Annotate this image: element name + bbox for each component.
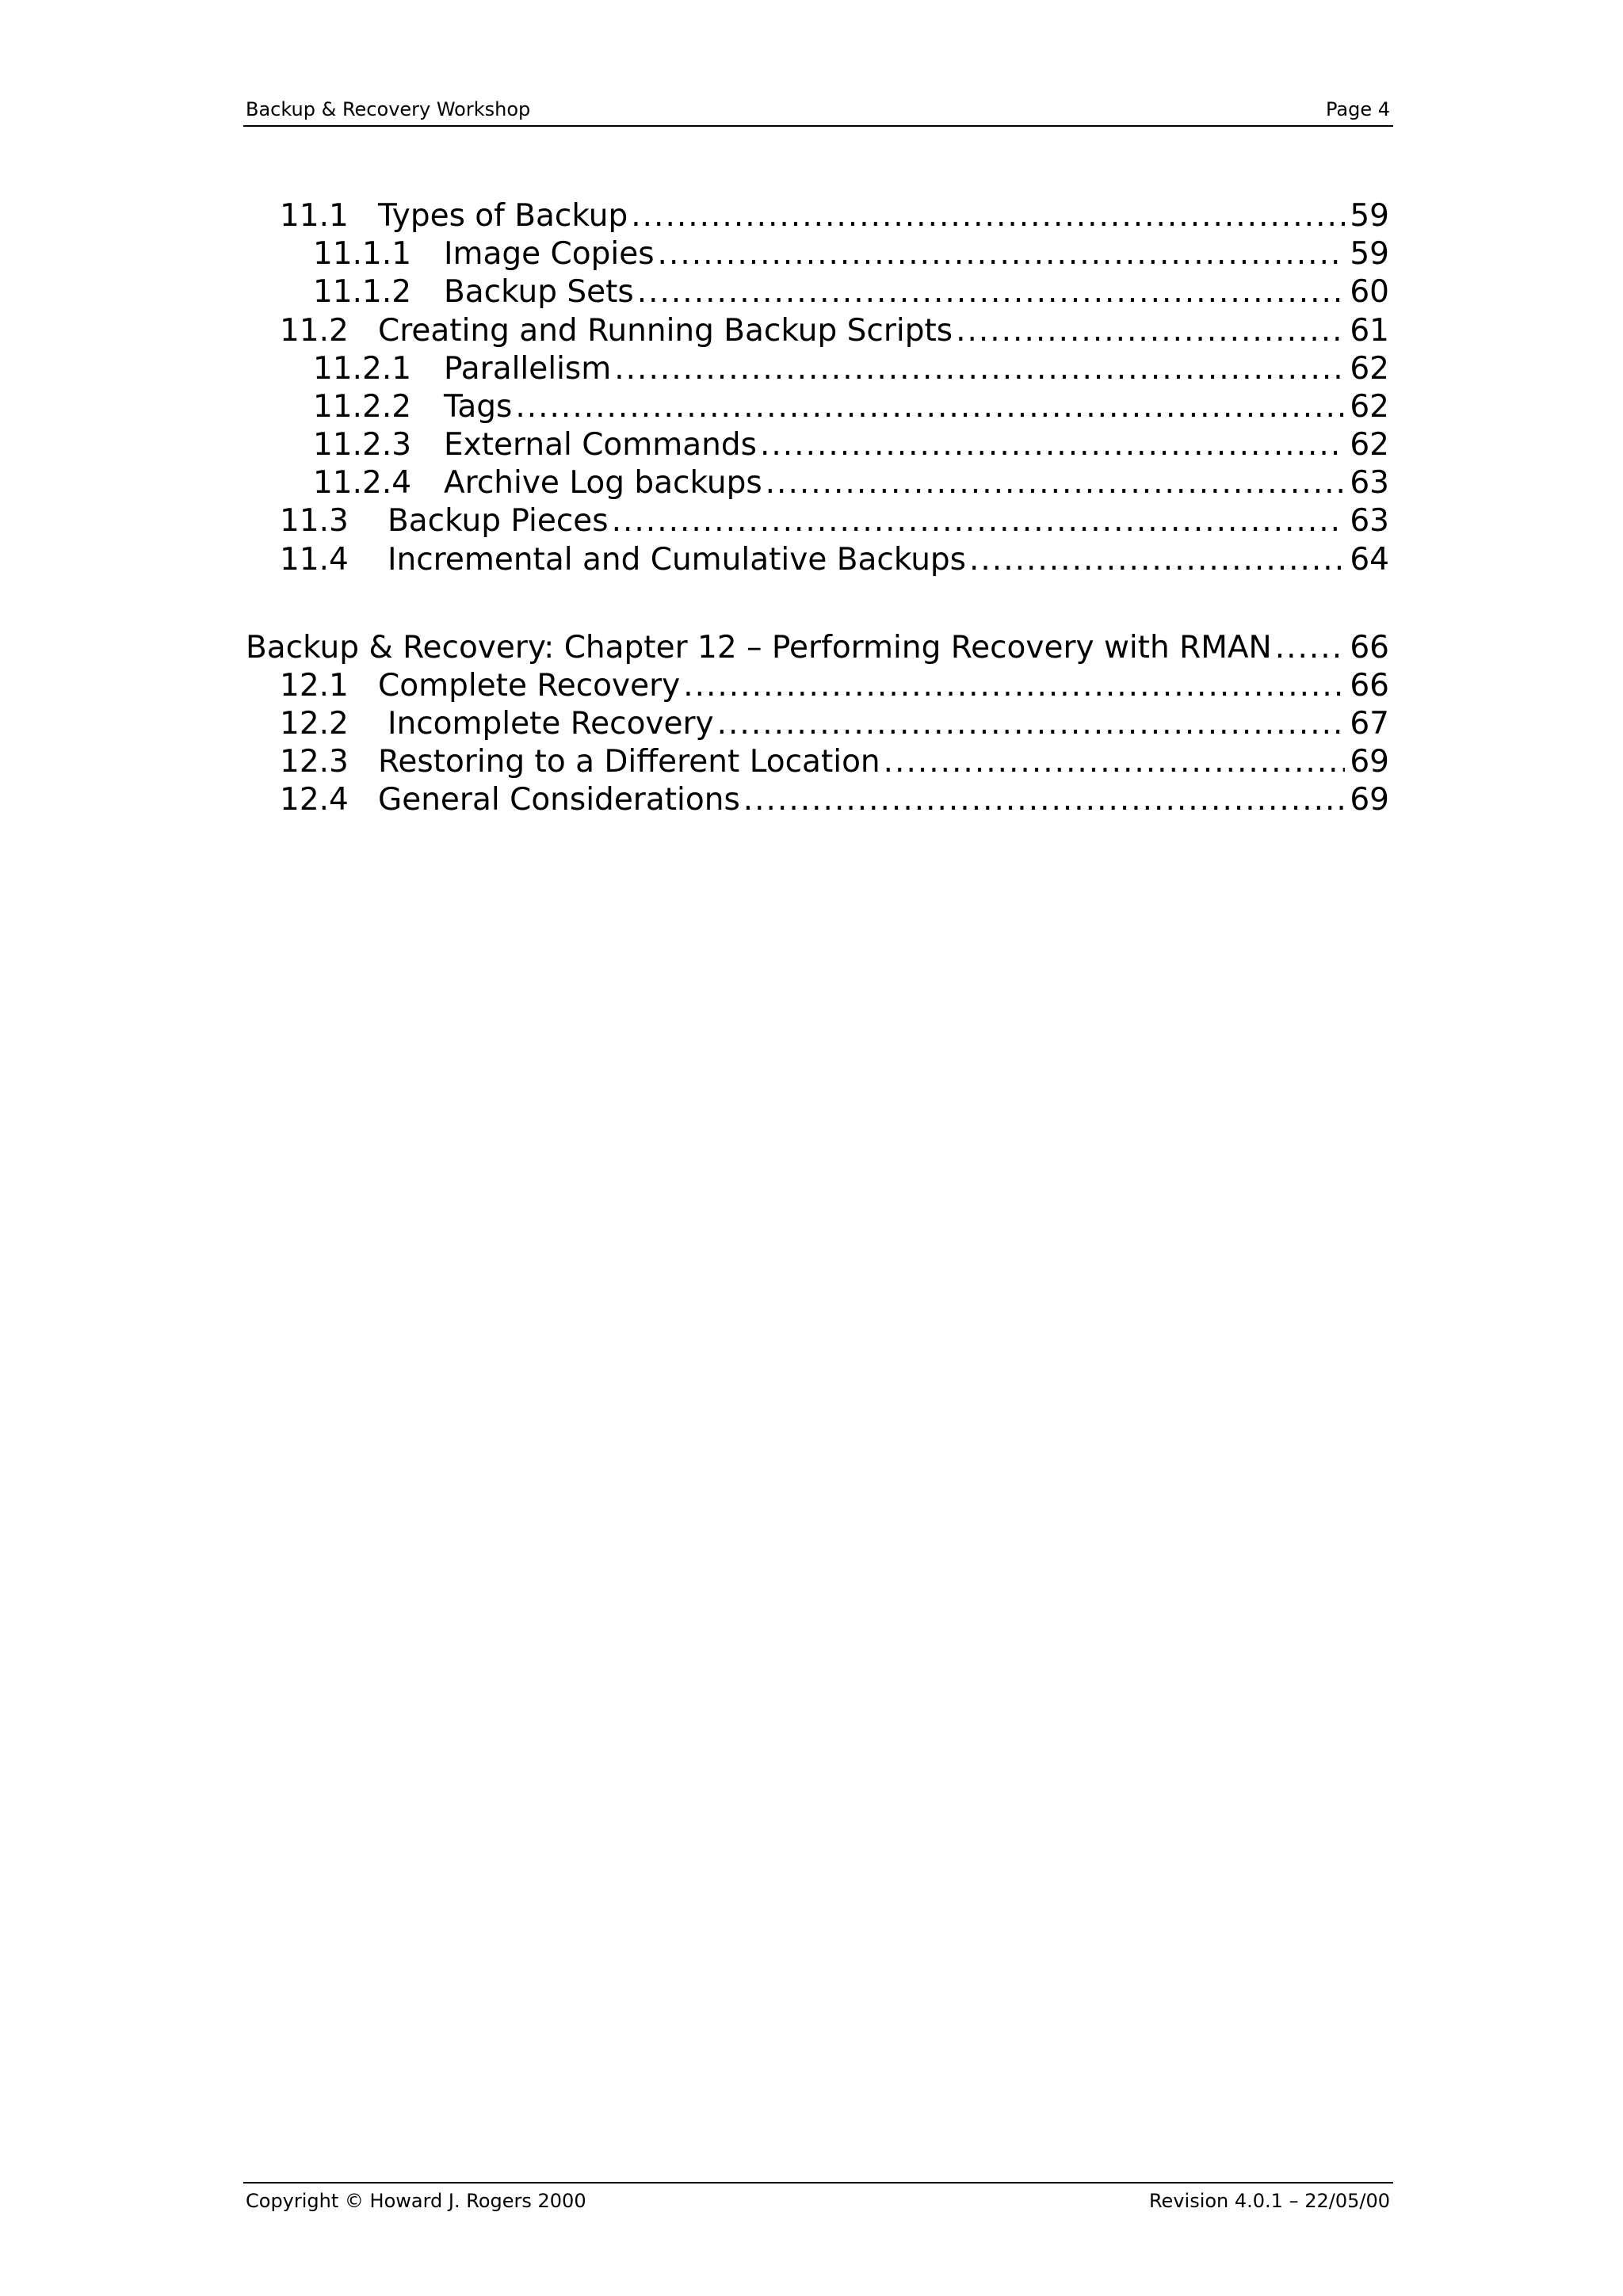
toc-entry-11-2[interactable]	[280, 312, 1389, 350]
toc-entry-title: Backup Pieces	[388, 503, 609, 539]
toc-leader-dots	[612, 502, 1346, 540]
toc-entry-number: 11.2.4	[313, 465, 412, 501]
toc-entry-title: General Considerations	[378, 782, 740, 818]
toc-entry-number: 11.2.3	[313, 427, 412, 463]
toc-entry-11-1-1[interactable]	[313, 235, 1389, 273]
toc-entry-number: 11.1.2	[313, 274, 412, 310]
toc-entry-number: 11.2.1	[313, 351, 412, 387]
toc-entry-title: Types of Backup	[378, 198, 628, 234]
toc-entry-page: 69	[1350, 744, 1389, 780]
toc-entry-page: 66	[1350, 668, 1389, 704]
toc-entry-page: 63	[1350, 465, 1389, 501]
toc-entry-title: Creating and Running Backup Scripts	[378, 313, 953, 349]
toc-entry-11-1[interactable]	[280, 197, 1389, 235]
toc-entry-number: 11.2	[280, 313, 349, 349]
page-footer	[243, 2182, 1393, 2215]
toc-entry-page: 62	[1350, 351, 1389, 387]
toc-entry-11-4[interactable]	[280, 541, 1389, 579]
toc-entry-11-2-3[interactable]	[313, 426, 1389, 464]
toc-entry-title: Tags	[444, 389, 513, 425]
toc-entry-title: Complete Recovery	[378, 668, 681, 704]
toc-entry-page: 61	[1350, 313, 1389, 349]
toc-entry-12-1[interactable]	[280, 667, 1389, 705]
toc-entry-number: 11.4	[280, 542, 349, 578]
toc-entry-11-2-1[interactable]	[313, 350, 1389, 388]
document-title: Backup & Recovery Workshop	[246, 98, 531, 120]
toc-entry-title: Image Copies	[444, 236, 655, 272]
copyright-notice: Copyright © Howard J. Rogers 2000	[246, 2190, 586, 2212]
toc-entry-page: 62	[1350, 389, 1389, 425]
toc-entry-page: 59	[1350, 236, 1389, 272]
toc-leader-dots	[631, 197, 1345, 235]
toc-entry-page: 64	[1350, 542, 1389, 578]
toc-chapter-title: Backup & Recovery: Chapter 12 – Performing Recovery with RMAN	[246, 630, 1272, 666]
toc-leader-dots	[717, 705, 1346, 743]
toc-entry-page: 63	[1350, 503, 1389, 539]
toc-entry-11-1-2[interactable]	[313, 273, 1389, 311]
toc-entry-title: Incomplete Recovery	[388, 706, 714, 742]
toc-leader-dots	[956, 312, 1345, 350]
toc-entry-number: 12.1	[280, 668, 349, 704]
toc-entry-number: 11.2.2	[313, 389, 412, 425]
toc-entry-number: 11.1	[280, 198, 349, 234]
toc-entry-title: Parallelism	[444, 351, 612, 387]
page-number: Page 4	[1326, 98, 1390, 120]
toc-leader-dots	[515, 388, 1345, 426]
toc-leader-dots	[766, 464, 1346, 502]
toc-entry-title: External Commands	[444, 427, 757, 463]
toc-entry-11-3[interactable]	[280, 502, 1389, 540]
toc-entry-number: 11.3	[280, 503, 349, 539]
toc-entry-number: 11.1.1	[313, 236, 412, 272]
toc-leader-dots	[884, 743, 1346, 781]
toc-leader-dots	[683, 667, 1345, 705]
toc-leader-dots	[760, 426, 1345, 464]
toc-entry-11-2-4[interactable]	[313, 464, 1389, 502]
toc-leader-dots	[1275, 629, 1346, 667]
toc-entry-page: 59	[1350, 198, 1389, 234]
toc-entry-12-2[interactable]	[280, 705, 1389, 743]
toc-entry-page: 66	[1350, 630, 1389, 666]
toc-leader-dots	[969, 541, 1345, 579]
toc-entry-11-2-2[interactable]	[313, 388, 1389, 426]
toc-entry-title: Restoring to a Different Location	[378, 744, 880, 780]
toc-entry-title: Backup Sets	[444, 274, 634, 310]
toc-entry-12-3[interactable]	[280, 743, 1389, 781]
toc-entry-title: Archive Log backups	[444, 465, 762, 501]
toc-leader-dots	[743, 781, 1346, 819]
toc-entry-12-4[interactable]	[280, 781, 1389, 819]
toc-entry-number: 12.4	[280, 782, 349, 818]
toc-entry-number: 12.3	[280, 744, 349, 780]
toc-entry-page: 69	[1350, 782, 1389, 818]
toc-entry-title: Incremental and Cumulative Backups	[388, 542, 966, 578]
toc-entry-page: 62	[1350, 427, 1389, 463]
toc-entry-page: 67	[1350, 706, 1389, 742]
toc-leader-dots	[614, 350, 1345, 388]
toc-leader-dots	[637, 273, 1346, 311]
revision-info: Revision 4.0.1 – 22/05/00	[1148, 2190, 1390, 2212]
toc-leader-dots	[658, 235, 1346, 273]
toc-chapter-12[interactable]	[246, 629, 1389, 667]
toc-entry-number: 12.2	[280, 706, 349, 742]
toc-entry-page: 60	[1350, 274, 1389, 310]
